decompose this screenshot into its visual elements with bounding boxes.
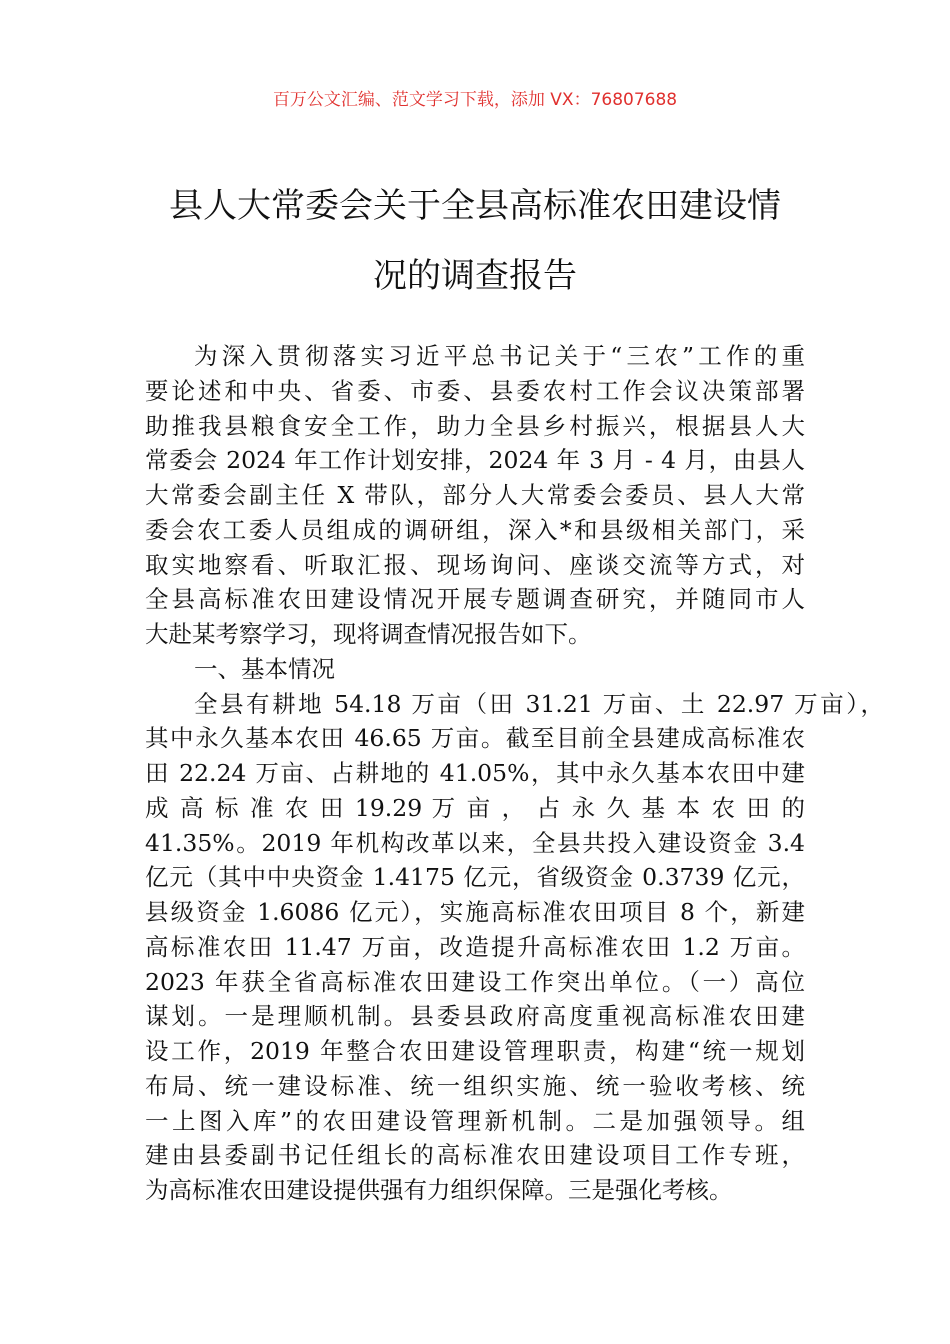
document-body — [145, 339, 884, 1208]
text-line: 大常委会副主任 X 带队，部分人大常委会委员、县人大常 — [145, 481, 805, 509]
text-line: 谋划。一是理顺机制。县委县政府高度重视高标准农田建 — [145, 1002, 805, 1031]
text-line: 为深入贯彻落实习近平总书记关于“三农”工作的重 — [194, 342, 805, 370]
section-heading: 一、基本情况 — [194, 654, 335, 683]
text-line: 要论述和中央、省委、市委、县委农村工作会议决策部署 — [145, 376, 805, 405]
text-line: 取实地察看、听取汇报、现场询问、座谈交流等方式，对 — [145, 550, 805, 579]
text-line: 高标准农田 11.47 万亩，改造提升高标准农田 1.2 万亩。 — [145, 932, 805, 961]
text-line: 为高标准农田建设提供强有力组织保障。三是强化考核。 — [145, 1176, 733, 1204]
text-line: 2023 年获全省高标准农田建设工作突出单位。（一）高位 — [145, 967, 805, 996]
text-line: 县级资金 1.6086 亿元），实施高标准农田项目 8 个，新建 — [145, 898, 805, 926]
text-line: 全县高标准农田建设情况开展专题调查研究，并随同市人 — [145, 585, 805, 614]
text-line: 委会农工委人员组成的调研组，深入*和县级相关部门，采 — [145, 515, 805, 544]
text-line: 田 22.24 万亩、占耕地的 41.05%，其中永久基本农田中建 — [145, 759, 805, 787]
document-title-line-2: 况的调查报告 — [373, 256, 577, 296]
text-line: 常委会 2024 年工作计划安排，2024 年 3 月 - 4 月，由县人 — [145, 446, 805, 475]
text-line: 一上图入库”的农田建设管理新机制。二是加强领导。组 — [145, 1106, 805, 1135]
text-line: 设工作，2019 年整合农田建设管理职责，构建“统一规划 — [145, 1037, 805, 1065]
text-line: 布局、统一建设标准、统一组织实施、统一验收考核、统 — [145, 1071, 805, 1100]
text-line: 全县有耕地 54.18 万亩（田 31.21 万亩、土 22.97 万亩）， — [194, 689, 884, 718]
document-title-line-1: 县人大常委会关于全县高标准农田建设情 — [169, 186, 781, 226]
text-line: 助推我县粮食安全工作，助力全县乡村振兴，根据县人大 — [145, 411, 805, 440]
text-line: 41.35%。2019 年机构改革以来，全县共投入建设资金 3.4 — [145, 828, 805, 857]
text-line: 大赴某考察学习，现将调查情况报告如下。 — [145, 620, 592, 648]
text-line: 建由县委副书记任组长的高标准农田建设项目工作专班， — [145, 1141, 805, 1170]
text-line: 亿元（其中中央资金 1.4175 亿元，省级资金 0.3739 亿元， — [145, 863, 805, 892]
watermark-header: 百万公文汇编、范文学习下载，添加 VX：76807688 — [272, 90, 678, 110]
text-line: 其中永久基本农田 46.65 万亩。截至目前全县建成高标准农 — [145, 724, 805, 753]
text-line: 成 高 标 准 农 田 19.29 万 亩 ， 占 永 久 基 本 农 田 的 — [145, 793, 805, 822]
